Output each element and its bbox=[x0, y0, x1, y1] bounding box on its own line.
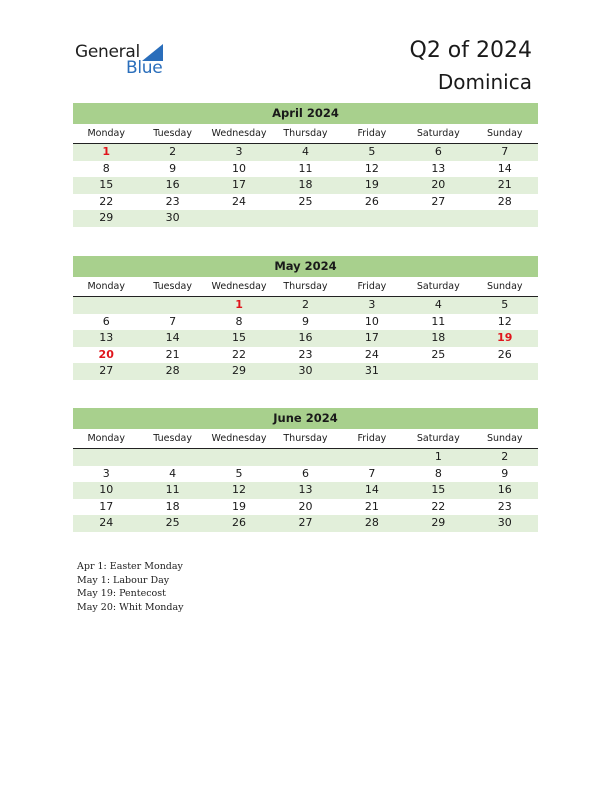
day-cell: 1 bbox=[434, 450, 442, 463]
day-cell: 22 bbox=[99, 194, 114, 208]
holiday-day-cell: 1 bbox=[102, 145, 111, 158]
month-title: June 2024 bbox=[73, 408, 538, 429]
weekday-label: Thursday bbox=[283, 433, 328, 444]
week-row bbox=[73, 482, 538, 499]
weekday-label: Thursday bbox=[283, 128, 328, 139]
day-cell: 31 bbox=[364, 364, 379, 377]
day-cell: 29 bbox=[99, 211, 114, 224]
day-cell: 2 bbox=[169, 145, 177, 158]
weekday-label: Friday bbox=[357, 433, 387, 444]
day-cell: 4 bbox=[301, 145, 309, 158]
day-cell: 16 bbox=[298, 331, 313, 344]
holiday-note: May 19: Pentecost bbox=[77, 588, 166, 599]
day-cell: 30 bbox=[298, 364, 313, 377]
day-cell: 6 bbox=[434, 145, 442, 158]
day-cell: 29 bbox=[431, 516, 446, 529]
week-row bbox=[73, 466, 538, 483]
day-cell: 6 bbox=[102, 314, 110, 328]
weekday-label: Saturday bbox=[416, 128, 460, 139]
day-cell: 29 bbox=[232, 364, 247, 377]
day-cell: 28 bbox=[497, 194, 512, 208]
day-cell: 18 bbox=[431, 331, 446, 344]
day-cell: 18 bbox=[165, 499, 180, 513]
day-cell: 10 bbox=[364, 314, 379, 328]
week-row bbox=[73, 499, 538, 516]
week-row bbox=[73, 161, 538, 178]
day-cell: 4 bbox=[434, 298, 442, 311]
day-cell: 3 bbox=[102, 466, 110, 480]
day-cell: 8 bbox=[434, 466, 442, 480]
day-cell bbox=[206, 449, 272, 466]
day-cell: 14 bbox=[165, 331, 180, 344]
day-cell: 5 bbox=[501, 298, 509, 311]
month-calendar bbox=[73, 408, 538, 532]
day-cell bbox=[472, 210, 538, 227]
day-cell bbox=[472, 363, 538, 380]
day-cell: 24 bbox=[99, 516, 114, 529]
day-cell: 13 bbox=[431, 161, 446, 175]
day-cell: 8 bbox=[235, 314, 243, 328]
weekday-label: Sunday bbox=[486, 433, 523, 444]
weekday-header-row bbox=[73, 124, 538, 144]
day-cell: 6 bbox=[301, 466, 309, 480]
day-cell: 19 bbox=[364, 178, 379, 191]
day-cell: 26 bbox=[497, 347, 512, 361]
day-cell: 13 bbox=[298, 483, 313, 496]
weekday-label: Saturday bbox=[416, 433, 460, 444]
week-row bbox=[73, 297, 538, 314]
day-cell bbox=[405, 363, 471, 380]
logo-blue-text: Blue bbox=[126, 58, 163, 78]
day-cell: 7 bbox=[501, 145, 509, 158]
month-calendar bbox=[73, 256, 538, 380]
day-cell: 19 bbox=[232, 499, 247, 513]
day-cell bbox=[339, 210, 405, 227]
day-cell: 23 bbox=[165, 194, 180, 208]
day-cell: 23 bbox=[298, 347, 313, 361]
day-cell: 16 bbox=[165, 178, 180, 191]
weekday-label: Sunday bbox=[486, 281, 523, 292]
day-cell: 21 bbox=[165, 347, 180, 361]
holiday-notes bbox=[77, 560, 184, 614]
weekday-label: Tuesday bbox=[153, 281, 192, 292]
day-cell: 3 bbox=[368, 298, 376, 311]
day-cell: 15 bbox=[431, 483, 446, 496]
day-cell: 12 bbox=[364, 161, 379, 175]
day-cell: 26 bbox=[232, 516, 247, 529]
day-cell: 5 bbox=[368, 145, 376, 158]
day-cell: 17 bbox=[232, 178, 247, 191]
day-cell: 7 bbox=[368, 466, 376, 480]
day-cell: 22 bbox=[232, 347, 247, 361]
day-cell: 16 bbox=[497, 483, 512, 496]
weekday-label: Monday bbox=[87, 128, 125, 139]
day-cell: 7 bbox=[169, 314, 177, 328]
day-cell: 9 bbox=[301, 314, 309, 328]
day-cell: 21 bbox=[497, 178, 512, 191]
week-row bbox=[73, 515, 538, 532]
day-cell: 2 bbox=[501, 450, 509, 463]
week-row bbox=[73, 330, 538, 347]
logo-general-text: General bbox=[75, 42, 140, 62]
day-cell bbox=[139, 449, 205, 466]
day-cell bbox=[339, 449, 405, 466]
day-cell bbox=[272, 210, 338, 227]
day-cell: 28 bbox=[364, 516, 379, 529]
country-name: Dominica bbox=[437, 70, 532, 94]
page-title: Q2 of 2024 bbox=[409, 38, 532, 63]
day-cell: 30 bbox=[497, 516, 512, 529]
day-cell: 27 bbox=[431, 194, 446, 208]
day-cell: 11 bbox=[165, 483, 180, 496]
week-row bbox=[73, 144, 538, 161]
weekday-label: Wednesday bbox=[211, 433, 267, 444]
day-cell: 15 bbox=[99, 178, 114, 191]
weekday-label: Monday bbox=[87, 281, 125, 292]
weekday-label: Saturday bbox=[416, 281, 460, 292]
day-cell: 17 bbox=[99, 499, 114, 513]
holiday-note: May 1: Labour Day bbox=[77, 574, 170, 586]
day-cell bbox=[73, 297, 139, 314]
day-cell: 2 bbox=[301, 298, 309, 311]
holiday-note: May 20: Whit Monday bbox=[77, 601, 184, 613]
day-cell: 5 bbox=[235, 466, 243, 480]
weekday-label: Friday bbox=[357, 281, 387, 292]
day-cell: 28 bbox=[165, 364, 180, 377]
weekday-label: Tuesday bbox=[153, 433, 192, 444]
day-cell: 25 bbox=[298, 194, 313, 208]
day-cell: 20 bbox=[431, 178, 446, 191]
weekday-label: Wednesday bbox=[211, 128, 267, 139]
week-row bbox=[73, 194, 538, 211]
day-cell: 21 bbox=[364, 499, 379, 513]
day-cell: 23 bbox=[497, 499, 512, 513]
weekday-header-row bbox=[73, 277, 538, 297]
holiday-day-cell: 19 bbox=[497, 331, 513, 344]
day-cell: 12 bbox=[232, 483, 247, 496]
day-cell: 4 bbox=[169, 466, 177, 480]
week-row bbox=[73, 347, 538, 364]
holiday-day-cell: 20 bbox=[98, 347, 114, 361]
weekday-label: Wednesday bbox=[211, 281, 267, 292]
month-calendar bbox=[73, 103, 538, 227]
day-cell bbox=[73, 449, 139, 466]
holiday-day-cell: 1 bbox=[235, 298, 243, 311]
weekday-header-row bbox=[73, 429, 538, 449]
generalblue-logo bbox=[75, 42, 175, 82]
day-cell: 25 bbox=[431, 347, 446, 361]
day-cell: 24 bbox=[364, 347, 379, 361]
week-row bbox=[73, 363, 538, 380]
day-cell: 27 bbox=[99, 364, 114, 377]
day-cell: 14 bbox=[364, 483, 379, 496]
day-cell: 15 bbox=[232, 331, 247, 344]
weekday-label: Sunday bbox=[486, 128, 523, 139]
month-title: May 2024 bbox=[73, 256, 538, 277]
day-cell: 27 bbox=[298, 516, 313, 529]
day-cell: 12 bbox=[497, 314, 512, 328]
weekday-label: Thursday bbox=[283, 281, 328, 292]
day-cell bbox=[206, 210, 272, 227]
day-cell: 18 bbox=[298, 178, 313, 191]
day-cell: 9 bbox=[169, 161, 177, 175]
day-cell: 10 bbox=[99, 483, 114, 496]
weekday-label: Friday bbox=[357, 128, 387, 139]
week-row bbox=[73, 210, 538, 227]
day-cell: 14 bbox=[497, 161, 512, 175]
day-cell bbox=[405, 210, 471, 227]
week-row bbox=[73, 177, 538, 194]
holiday-note: Apr 1: Easter Monday bbox=[77, 561, 183, 572]
weekday-label: Monday bbox=[87, 433, 125, 444]
day-cell: 20 bbox=[298, 499, 313, 513]
day-cell: 8 bbox=[102, 161, 110, 175]
day-cell: 26 bbox=[364, 194, 379, 208]
day-cell: 13 bbox=[99, 331, 114, 344]
day-cell: 24 bbox=[232, 194, 247, 208]
month-title: April 2024 bbox=[73, 103, 538, 124]
day-cell: 9 bbox=[501, 466, 509, 480]
day-cell: 17 bbox=[364, 331, 379, 344]
day-cell: 30 bbox=[165, 211, 180, 224]
week-row bbox=[73, 314, 538, 331]
day-cell: 11 bbox=[431, 314, 446, 328]
day-cell: 11 bbox=[298, 161, 313, 175]
day-cell: 25 bbox=[165, 516, 180, 529]
day-cell: 3 bbox=[235, 145, 243, 158]
day-cell: 22 bbox=[431, 499, 446, 513]
week-row bbox=[73, 449, 538, 466]
day-cell bbox=[272, 449, 338, 466]
weekday-label: Tuesday bbox=[153, 128, 192, 139]
day-cell: 10 bbox=[232, 161, 247, 175]
day-cell bbox=[139, 297, 205, 314]
